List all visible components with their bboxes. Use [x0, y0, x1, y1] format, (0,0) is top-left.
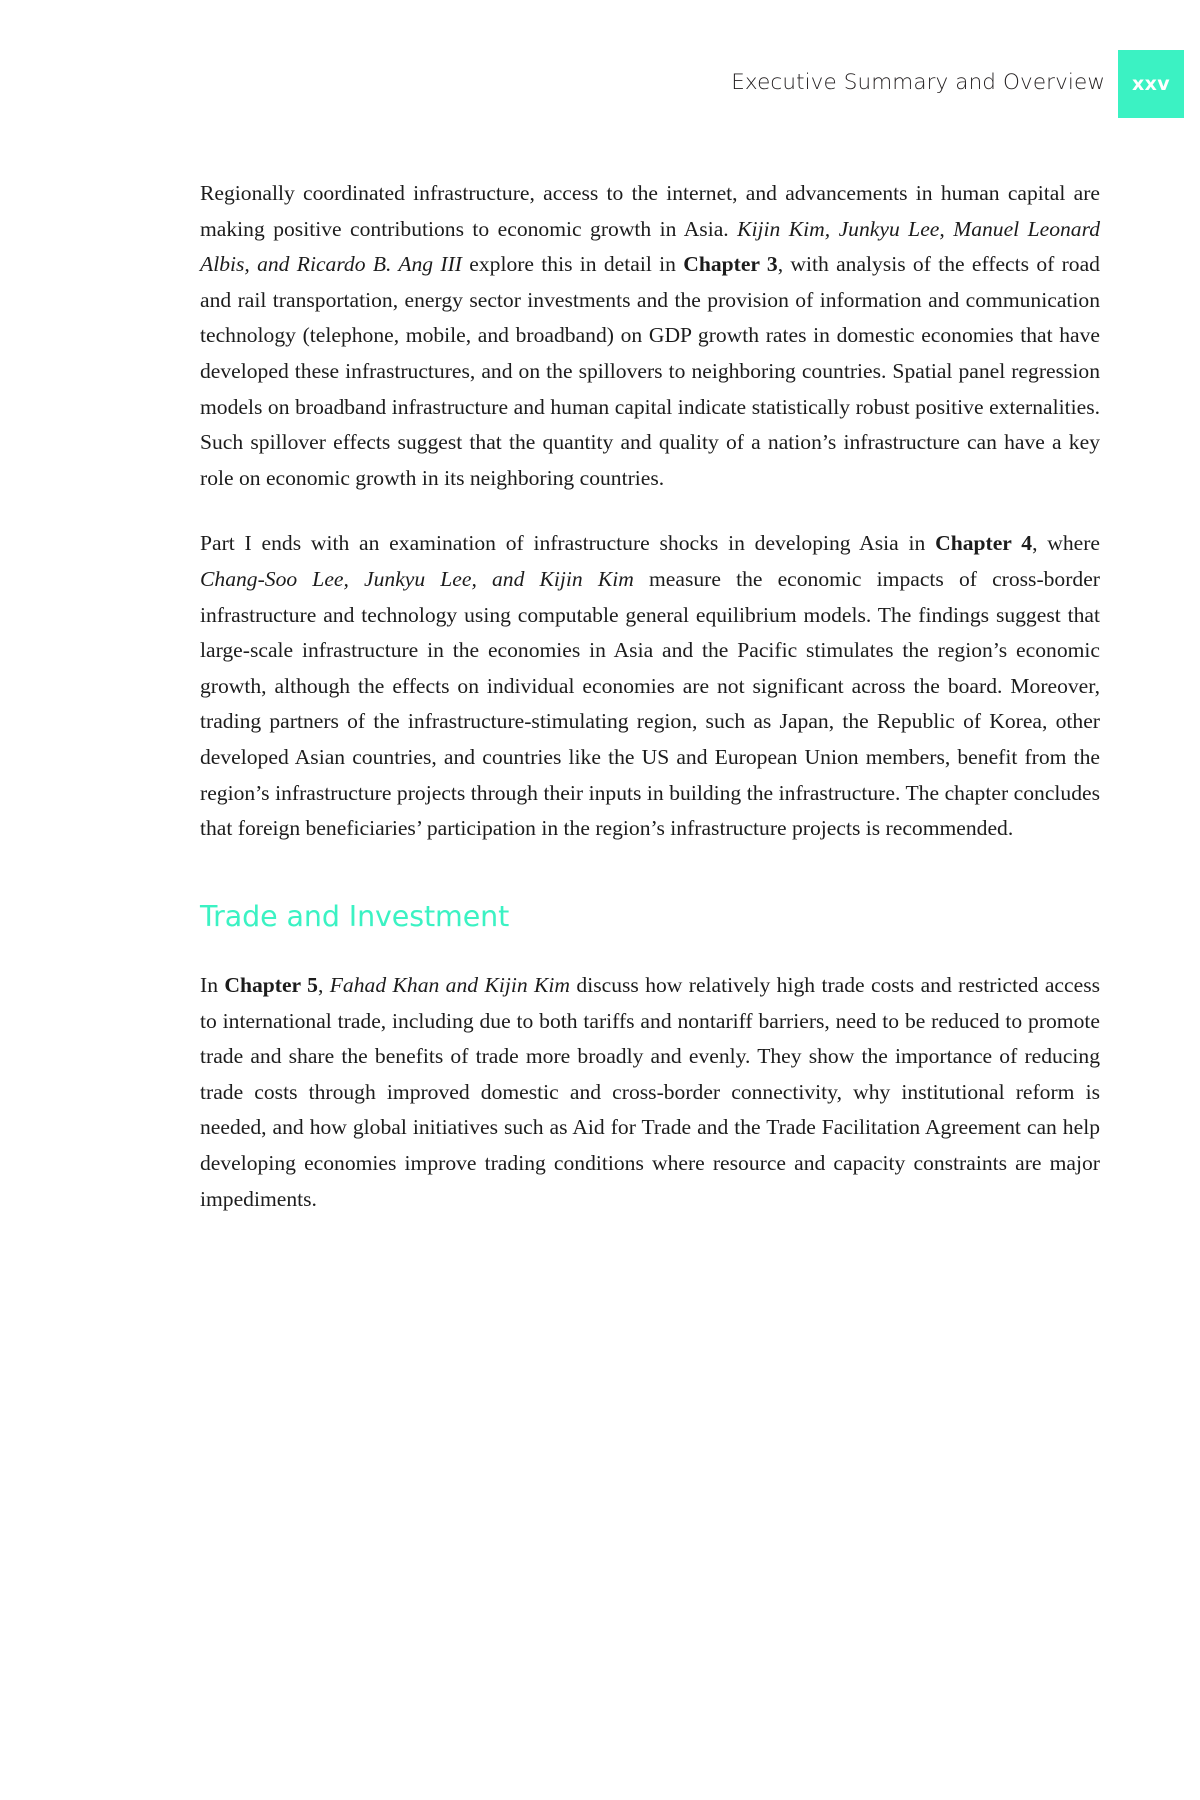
running-header-title: Executive Summary and Overview	[731, 70, 1105, 95]
para1-run-1: Regionally coordinated infrastructure, access to the internet, and advancements in human capital are making positive contributions to economic growth in Asia.	[200, 181, 1100, 241]
paragraph-chapter-5	[200, 968, 1100, 1217]
para2-run-1: Part I ends with an examination of infrastructure shocks in developing Asia in	[200, 531, 936, 556]
para2-run-5: measure the economic impacts of cross-border infrastructure and technology using computable general equilibrium models. The findings suggest that large-scale infrastructure in the economies in Asia and the Pacific stimulates the region’s economic growth, although the effects on individual economies are not significant across the board. Moreover, trading partners of the infrastructure-stimulating region, such as Japan, the Republic of Korea, other developed Asian countries, and countries like the US and European Union members, benefit from the region’s infrastructure projects through their inputs in building the infrastructure. The chapter concludes that foreign beneficiaries’ participation in the region’s infrastructure projects is recommended.	[200, 566, 1100, 841]
section-heading-trade-and-investment: Trade and Investment	[200, 899, 510, 933]
para3-run-3: ,	[317, 973, 330, 998]
para1-authors-italic: Kijin Kim, Junkyu Lee, Manuel Leonard Albis, and Ricardo B. Ang III	[200, 216, 1100, 277]
paragraph-chapter-3	[200, 176, 1100, 496]
page-number-text: xxv	[1131, 72, 1171, 95]
para1-chapter-ref: Chapter 3	[683, 252, 778, 277]
para3-run-5: discuss how relatively high trade costs and restricted access to international trade, including due to both tariffs and nontariff barriers, need to be reduced to promote trade and share the benefits of trade more broadly and evenly. They show the importance of reducing trade costs through improved domestic and cross-border connectivity, why institutional reform is needed, and how global initiatives such as Aid for Trade and the Trade Facilitation Agreement can help developing economies improve trading conditions where resource and capacity constraints are major impediments.	[200, 973, 1100, 1211]
section-heading-block	[200, 901, 1100, 932]
page-body-content	[200, 176, 1100, 1217]
para2-authors-italic: Chang-Soo Lee, Junkyu Lee, and Kijin Kim	[200, 566, 634, 591]
para2-chapter-ref: Chapter 4	[935, 531, 1033, 556]
para1-run-5: , with analysis of the effects of road and rail transportation, energy sector investments and the provision of information and communication technology (telephone, mobile, and broadband) on GDP growth rates in domestic economies that have developed these infrastructures, and on the spillovers to neighboring countries. Spatial panel regression models on broadband infrastructure and human capital indicate statistically robust positive externalities. Such spillover effects suggest that the quantity and quality of a nation’s infrastructure can have a key role on economic growth in its neighboring countries.	[200, 252, 1100, 490]
para3-authors-italic: Fahad Khan and Kijin Kim	[329, 973, 571, 998]
para3-chapter-ref: Chapter 5	[224, 973, 318, 998]
para1-run-3: explore this in detail in	[461, 252, 684, 277]
para3-run-1: In	[200, 973, 225, 998]
para2-run-3: , where	[1032, 531, 1100, 556]
page-number-badge	[1118, 50, 1184, 118]
running-header	[0, 50, 1200, 118]
paragraph-chapter-4	[200, 526, 1100, 846]
